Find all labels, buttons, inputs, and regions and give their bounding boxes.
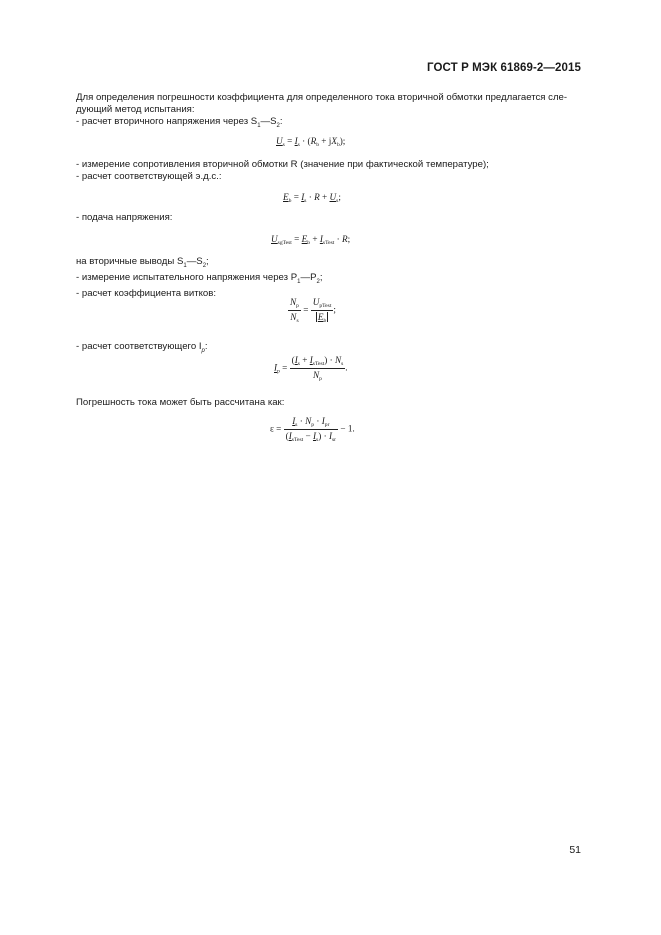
document-header: ГОСТ Р МЭК 61869-2—2015 [427, 62, 581, 74]
item-secondary-voltage: - расчет вторичного напряжения через $S_1—S_2$: [76, 116, 283, 129]
formula-applied-voltage: $U_{sgTest} = E_b + I_{sTest} \cdot R$; [271, 234, 351, 246]
item-resistance: - измерение сопротивления вторичной обмотки R (значение при фактической температуре); - расчет соответствующей э.д.с.: [76, 159, 489, 182]
item-voltage-supply: - подача напряжения: [76, 212, 173, 223]
formula-secondary-voltage: $U_s = I_s \cdot (R_b + jX_b)$; [276, 136, 346, 148]
formula-primary-current: $I_p$ = $\frac{(I_s + I_{sTest}) \cdot N_s}{N_p}$ . [274, 355, 348, 382]
page-number: 51 [569, 844, 581, 856]
current-error-paragraph: Погрешность тока может быть рассчитана как: [76, 397, 285, 408]
formula-current-error: ε = $\frac{I_s \cdot N_p \cdot I_{pr}}{(I_{sTest} - I_s) \cdot I_{sr}}$ − 1. [270, 416, 355, 443]
formula-emf: $E_b = I_s \cdot R + U_s$; [283, 192, 341, 204]
intro-paragraph [76, 92, 586, 132]
formula-turns-ratio: $\frac{N_p}{N_s}$ = $\frac{U_{pTest}}{E_b}$ ; [290, 297, 336, 324]
item-terminals: на вторичные выводы $S_1—S_2$; - измерение испытательного напряжения через $P_1—P_2$; - расчет коэффициента витков: [76, 256, 323, 299]
item-current: - расчет соответствующего $I_p$: [76, 341, 208, 354]
intro-line-1: Для определения погрешности коэффициента для определенного тока вторичной обмотки предлагается сле- [76, 92, 568, 103]
intro-line-2: дующий метод испытания: [76, 104, 195, 115]
